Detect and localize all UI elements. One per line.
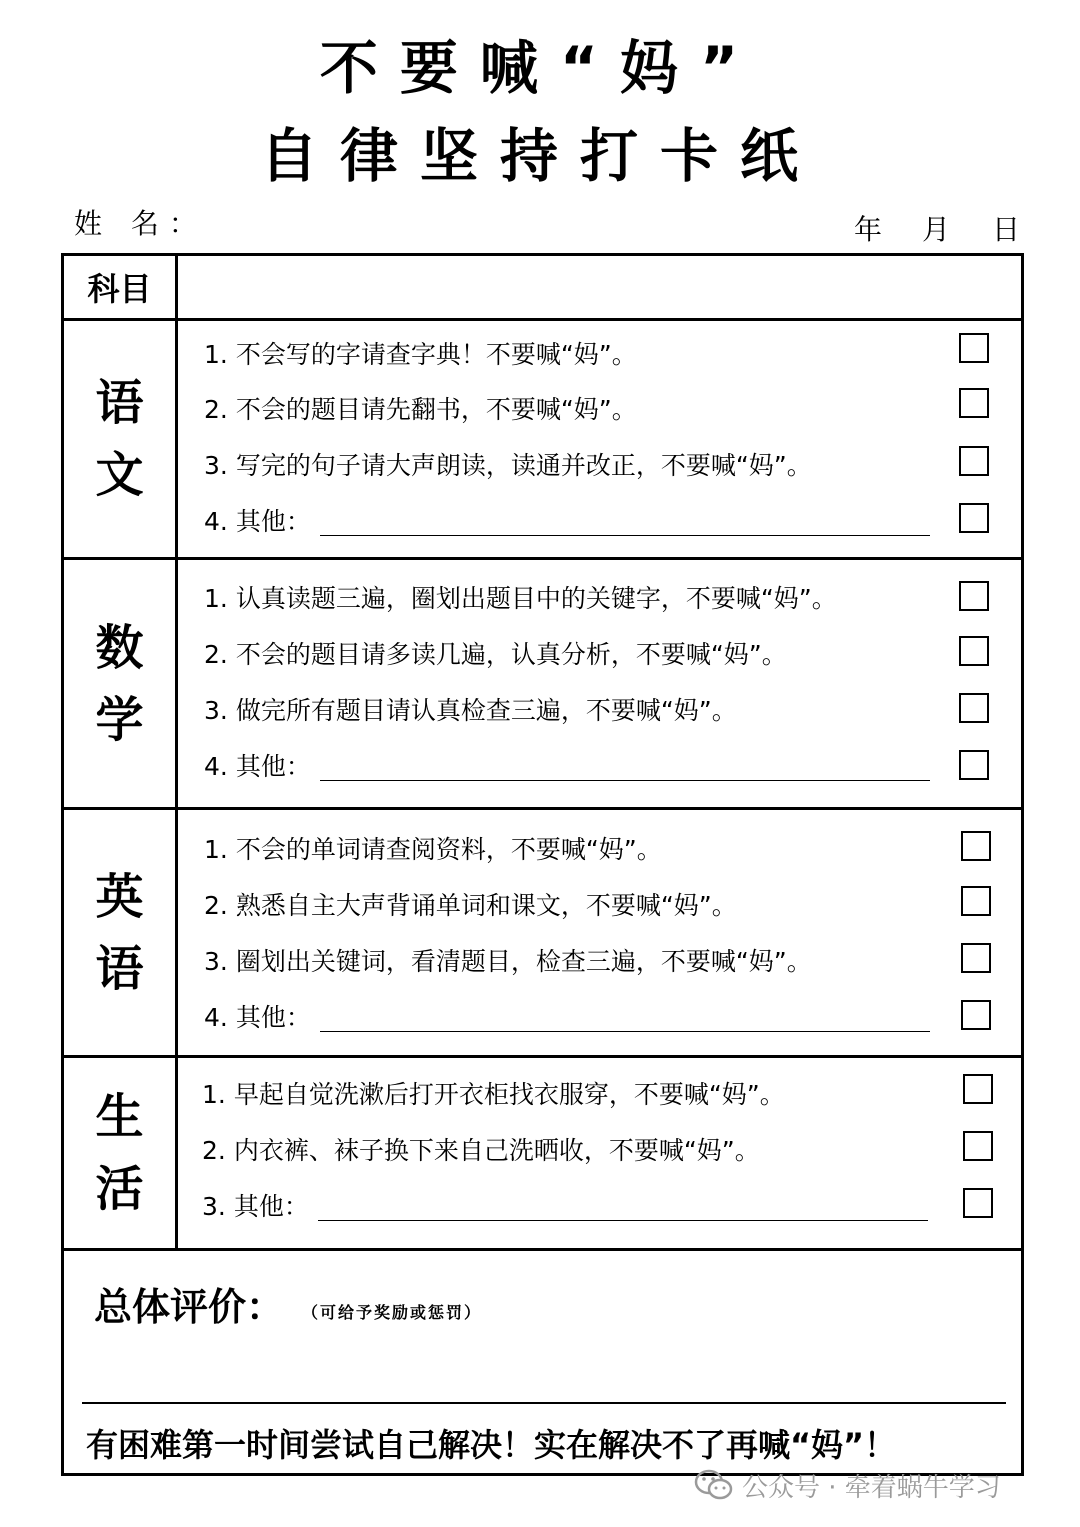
date-year-label: 年 xyxy=(854,213,883,246)
task-item xyxy=(204,449,812,483)
task-text: 圈划出关键词，看清题目，检查三遍，不要喊“妈”。 xyxy=(235,947,812,976)
checkbox[interactable] xyxy=(959,581,989,611)
date-day-label: 日 xyxy=(992,213,1021,246)
task-item xyxy=(204,505,311,539)
fill-in-line[interactable] xyxy=(318,1220,928,1221)
subject-char: 语 xyxy=(95,375,144,431)
watermark xyxy=(694,1462,1001,1508)
fill-in-line[interactable] xyxy=(320,780,930,781)
task-text: 不会写的字请查字典！不要喊“妈”。 xyxy=(235,340,637,369)
task-item xyxy=(202,1134,760,1168)
fill-in-line[interactable] xyxy=(320,535,930,536)
task-text: 其他： xyxy=(235,1003,311,1032)
subject-char: 数 xyxy=(95,619,144,676)
task-item xyxy=(204,393,637,427)
checkbox[interactable] xyxy=(963,1074,993,1104)
task-text: 其他： xyxy=(235,752,311,781)
task-number: 3. xyxy=(204,696,228,725)
task-item xyxy=(204,638,787,672)
divider xyxy=(64,557,1021,560)
page-title-line2: 自律坚持打卡纸 xyxy=(259,122,820,190)
checkbox[interactable] xyxy=(959,333,989,363)
task-item xyxy=(204,694,737,728)
name-label: 姓 名： xyxy=(74,207,207,240)
task-item xyxy=(202,1190,309,1224)
task-text: 其他： xyxy=(235,507,311,536)
task-number: 1. xyxy=(202,1080,226,1109)
checkin-table xyxy=(61,253,1024,1476)
task-text: 做完所有题目请认真检查三遍，不要喊“妈”。 xyxy=(235,696,737,725)
task-text: 认真读题三遍，圈划出题目中的关键字，不要喊“妈”。 xyxy=(235,584,837,613)
task-text: 不会的题目请先翻书，不要喊“妈”。 xyxy=(235,395,637,424)
task-number: 4. xyxy=(204,752,228,781)
subject-column-header: 科目 xyxy=(87,270,152,308)
task-number: 2. xyxy=(202,1136,226,1165)
checkbox[interactable] xyxy=(959,693,989,723)
subject-char: 生 xyxy=(95,1089,144,1145)
divider xyxy=(64,807,1021,810)
divider xyxy=(64,318,1021,321)
column-divider xyxy=(175,256,178,1248)
checkbox[interactable] xyxy=(959,388,989,418)
task-number: 1. xyxy=(204,835,228,864)
footer-motto: 有困难第一时间尝试自己解决！实在解决不了再喊“妈”！ xyxy=(86,1426,897,1464)
subject-char: 活 xyxy=(95,1161,144,1217)
task-number: 1. xyxy=(204,340,228,369)
wechat-icon xyxy=(694,1468,734,1502)
subject-english xyxy=(64,810,175,1055)
checkbox[interactable] xyxy=(959,750,989,780)
subject-char: 英 xyxy=(95,868,144,925)
task-text: 不会的题目请多读几遍，认真分析，不要喊“妈”。 xyxy=(235,640,787,669)
checkbox[interactable] xyxy=(959,636,989,666)
watermark-text: 公众号 · 牵着蜗牛学习 xyxy=(742,1472,1001,1503)
task-text: 内衣裤、袜子换下来自己洗晒收，不要喊“妈”。 xyxy=(233,1136,760,1165)
task-number: 1. xyxy=(204,584,228,613)
checkbox[interactable] xyxy=(961,886,991,916)
checkbox[interactable] xyxy=(961,831,991,861)
task-text: 写完的句子请大声朗读，读通并改正，不要喊“妈”。 xyxy=(235,451,812,480)
task-text: 不会的单词请查阅资料，不要喊“妈”。 xyxy=(235,835,662,864)
task-item xyxy=(202,1078,785,1112)
task-text: 熟悉自主大声背诵单词和课文，不要喊“妈”。 xyxy=(235,891,737,920)
checkbox[interactable] xyxy=(959,503,989,533)
checkbox[interactable] xyxy=(963,1188,993,1218)
task-item xyxy=(204,750,311,784)
task-item xyxy=(204,338,637,372)
fill-in-line[interactable] xyxy=(320,1031,930,1032)
subject-char: 语 xyxy=(95,940,144,997)
task-number: 2. xyxy=(204,891,228,920)
checkbox[interactable] xyxy=(961,1000,991,1030)
checkbox[interactable] xyxy=(959,446,989,476)
task-number: 2. xyxy=(204,395,228,424)
task-item xyxy=(204,1001,311,1035)
date-month-label: 月 xyxy=(922,213,951,246)
task-text: 早起自觉洗漱后打开衣柜找衣服穿，不要喊“妈”。 xyxy=(233,1080,785,1109)
task-number: 3. xyxy=(202,1192,226,1221)
task-item xyxy=(204,833,662,867)
divider xyxy=(64,1248,1021,1251)
task-number: 4. xyxy=(204,1003,228,1032)
task-number: 2. xyxy=(204,640,228,669)
subject-chinese xyxy=(64,321,175,557)
overall-evaluation-label: 总体评价： xyxy=(94,1285,285,1329)
subject-char: 学 xyxy=(95,691,144,748)
task-item xyxy=(204,889,737,923)
task-item xyxy=(204,582,837,616)
subject-life xyxy=(64,1058,175,1248)
footer-divider xyxy=(82,1402,1006,1404)
divider xyxy=(64,1055,1021,1058)
overall-evaluation-note: （可给予奖励或惩罚） xyxy=(302,1303,483,1322)
subject-char: 文 xyxy=(95,447,144,503)
checkbox[interactable] xyxy=(963,1131,993,1161)
task-number: 3. xyxy=(204,947,228,976)
checkbox[interactable] xyxy=(961,943,991,973)
task-number: 4. xyxy=(204,507,228,536)
subject-math xyxy=(64,560,175,807)
task-text: 其他： xyxy=(233,1192,309,1221)
task-number: 3. xyxy=(204,451,228,480)
page-title-line1: 不要喊“妈” xyxy=(319,34,761,102)
task-item xyxy=(204,945,812,979)
